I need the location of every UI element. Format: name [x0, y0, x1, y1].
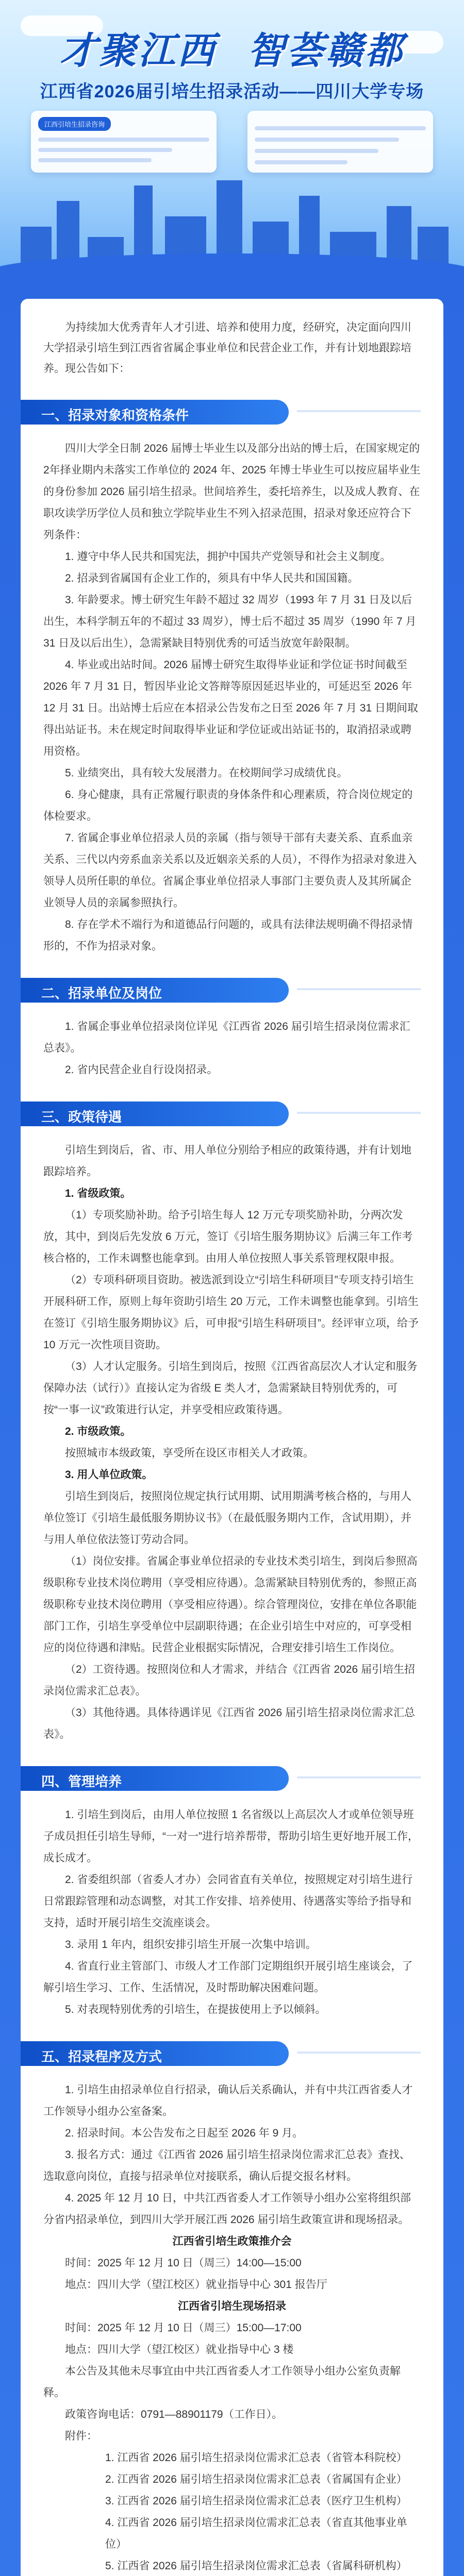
info-card-right — [247, 111, 433, 173]
paragraph: 3. 录用 1 年内，组织安排引培生开展一次集中培训。 — [65, 1939, 317, 1951]
subheading: 3. 用人单位政策。 — [65, 1469, 153, 1481]
section-header — [21, 2039, 443, 2068]
paragraph: 1. 省属企事业单位招录岗位详见《江西省 2026 届引培生招录岗位需求汇总表》。 — [43, 1021, 410, 1054]
section-title: 一、招录对象和资格条件 — [41, 408, 189, 423]
intro — [43, 317, 421, 379]
paragraph: 地点：四川大学（望江校区）就业指导中心 301 报告厅 — [65, 2279, 327, 2291]
subheading: 2. 市级政策。 — [65, 1426, 131, 1437]
paragraph: 2. 招录到省属国有企业工作的，须具有中华人民共和国国籍。 — [65, 572, 359, 584]
paragraph: （3）人才认定服务。引培生到岗后，按照《江西省高层次人才认定和服务保障办法（试行）》直接认定为省级 E 类人才，急需紧缺目特别优秀的，可按“一事一议”政策进行认定，并享受相应政策待遇。 — [43, 1361, 418, 1416]
paragraph: 5. 江西省 2026 届引培生招录岗位需求汇总表（省属科研机构） — [105, 2560, 407, 2572]
subheading: 江西省引培生现场招录 — [178, 2300, 286, 2312]
paragraph: 5. 业绩突出，具有较大发展潜力。在校期间学习成绩优良。 — [65, 767, 348, 779]
paragraph: 四川大学全日制 2026 届博士毕业生以及部分出站的博士后，在国家规定的2年择业期内未落实工作单位的 2024 年、2025 年博士毕业生可以按应届毕业生的身份参加 2026 届引培生招录。世间培养生，委托培养生，以及成人教育、在职攻读学历学位人员和独立学院毕业生不列入招录范围，招录对象还应符合下列条件： — [43, 443, 421, 541]
paragraph: 2. 江西省 2026 届引培生招录岗位需求汇总表（省属国有企业） — [105, 2473, 407, 2485]
subheading: 1. 省级政策。 — [65, 1188, 131, 1199]
info-line — [255, 160, 347, 164]
info-line — [38, 158, 152, 162]
paragraph: （2）工资待遇。按照岗位和人才需求，并结合《江西省 2026 届引培生招录岗位需求汇总表》。 — [43, 1664, 416, 1697]
paragraph: 1. 江西省 2026 届引培生招录岗位需求汇总表（省管本科院校） — [105, 2452, 407, 2464]
paragraph: （2）专项科研项目资助。被选派到设立“引培生科研项目”专项支持引培生开展科研工作，原则上每年资助引培生 20 万元，工作未调整也能拿到。引培生在签订《引培生服务期协议》后，可申报“引培生科研项目”。经评审立项，给予 10 万元一次性项目资助。 — [43, 1274, 419, 1351]
paragraph: 附件： — [65, 2430, 97, 2442]
intro-text: 为持续加大优秀青年人才引进、培养和使用力度，经研究，决定面向四川大学招录引培生到江西省省属企事业单位和民营企业工作，并有计划地跟踪培养。现公告如下： — [43, 321, 411, 375]
paragraph: 时间：2025 年 12 月 10 日（周三）15:00—17:00 — [65, 2322, 302, 2334]
info-line — [255, 138, 399, 142]
paragraph: 3. 年龄要求。博士研究生年龄不超过 32 周岁（1993 年 7 月 31 日及以后出生，本科学制五年的不超过 33 周岁），博士后不超过 35 周岁（1990 年 7 月 31 日及以后出生），急需紧缺目特别优秀的可适当放宽年龄限制。 — [43, 594, 417, 649]
section — [43, 1764, 421, 2021]
paragraph: （3）其他待遇。具体待遇详见《江西省 2026 届引培生招录岗位需求汇总表》。 — [43, 1707, 416, 1740]
paragraph: （1）专项奖励补助。给予引培生每人 12 万元专项奖励补助，分两次发放，其中，到岗后先发放 6 万元，签订《引培生服务期协议》后满三年工作考核合格的，工作未调整也能拿到。由用人单位按照人事关系管理权限申报。 — [43, 1209, 413, 1264]
section-header-line — [297, 1776, 421, 1778]
paragraph: 时间：2025 年 12 月 10 日（周三）14:00—15:00 — [65, 2257, 302, 2269]
paragraph: 4. 毕业或出站时间。2026 届博士研究生取得毕业证和学位证书时间截至 2026 年 7 月 31 日，暂因毕业论文答辩等原因延迟毕业的，可延迟至 2026 年 12 月 31 日。出站博士后应在本招录公告发布之日至 2026 年 7 月 31 日期间取得出站证书。未在规定时间取得毕业证和学位证或出站证书的，取消招录或聘用资格。 — [43, 659, 418, 757]
paragraph: 本公告及其他未尽事宜由中共江西省委人才工作领导小组办公室负责解释。 — [43, 2365, 401, 2399]
paragraph: 6. 身心健康，具有正常履行职责的身体条件和心理素质，符合岗位规定的体检要求。 — [43, 789, 413, 822]
city-skyline — [0, 170, 464, 289]
paragraph: 1. 遵守中华人民共和国宪法，拥护中国共产党领导和社会主义制度。 — [65, 551, 391, 563]
section-header-line — [297, 988, 421, 990]
info-line — [38, 148, 172, 152]
subheading: 江西省引培生政策推介会 — [172, 2235, 292, 2247]
info-card-left — [31, 111, 217, 173]
paragraph: 1. 引培生到岗后，由用人单位按照 1 名省级以上高层次人才或单位领导班子成员担任引培生导师，“一对一”进行培养帮带，帮助引培生更好地开展工作，成长成才。 — [43, 1809, 419, 1864]
paragraph: 按照城市本级政策，享受所在设区市相关人才政策。 — [65, 1447, 314, 1459]
wave-decoration — [0, 253, 464, 289]
sections — [43, 398, 421, 2576]
paragraph: 8. 存在学术不端行为和道德品行问题的，或具有法律法规明确不得招录情形的，不作为招录对象。 — [43, 919, 413, 952]
section-header-line — [297, 1112, 421, 1114]
info-line — [255, 126, 426, 130]
section-header-line — [297, 2052, 421, 2054]
paragraph: 引培生到岗后，省、市、用人单位分别给予相应的政策待遇，并有计划地跟踪培养。 — [43, 1144, 411, 1178]
section-header-line — [297, 410, 421, 412]
paragraph: 3. 报名方式：通过《江西省 2026 届引培生招录岗位需求汇总表》查找、选取意向岗位，直接与招录单位对接联系，确认后提交报名材料。 — [43, 2149, 410, 2182]
info-card-tag: 江西引培生招录咨询 — [38, 117, 111, 131]
paragraph: 地点：四川大学（望江校区）就业指导中心 3 楼 — [65, 2344, 294, 2355]
section-title: 三、政策待遇 — [41, 1109, 122, 1125]
paragraph: （1）岗位安排。省属企事业单位招录的专业技术类引培生，到岗后参照高级职称专业技术岗位聘用（享受相应待遇）。急需紧缺目特别优秀的，参照正高级职称专业技术岗位聘用（享受相应待遇）。综合管理岗位，安排在单位各职能部门工作，引培生享受单位中层副职待遇；在企业引培生中对应的，可享受相应的岗位待遇和津贴。民营企业根据实际情况，合理安排引培生工作岗位。 — [43, 1555, 418, 1654]
section-header — [21, 398, 443, 427]
section-header — [21, 1099, 443, 1128]
section — [43, 1099, 421, 1745]
paragraph: 5. 对表现特别优秀的引培生，在提拔使用上予以倾斜。 — [65, 2004, 326, 2015]
paragraph: 2. 招录时间。本公告发布之日起至 2026 年 9 月。 — [65, 2127, 304, 2139]
section-title: 二、招录单位及岗位 — [41, 986, 162, 1001]
paragraph: 4. 省直行业主管部门、市级人才工作部门定期组织开展引培生座谈会，了解引培生学习、工作、生活情况，及时帮助解决困难问题。 — [43, 1960, 413, 1994]
paragraph: 2. 省内民营企业自行设岗招录。 — [65, 1064, 218, 1076]
paragraph: 4. 江西省 2026 届引培生招录岗位需求汇总表（省直其他事业单位） — [105, 2517, 407, 2550]
announcement-content — [21, 299, 443, 2576]
paragraph: 政策咨询电话：0791—88901179（工作日）。 — [65, 2409, 283, 2420]
paragraph: 2. 省委组织部（省委人才办）会同省直有关单位，按照规定对引培生进行日常跟踪管理和动态调整，对其工作安排、培养使用、待遇落实等给予指导和支持，适时开展引培生交流座谈会。 — [43, 1874, 413, 1929]
paragraph: 引培生到岗后，按照岗位规定执行试用期、试用期满考核合格的，与用人单位签订《引培生最低服务期协议书》（在最低服务期内工作，含试用期），并与用人单位依法签订劳动合同。 — [43, 1490, 411, 1546]
section-header — [21, 976, 443, 1005]
hero-title: 江西省2026届引培生招录活动——四川大学专场 — [40, 82, 424, 101]
section — [43, 976, 421, 1081]
hero-banner — [0, 0, 464, 289]
brand-left: 才聚江西 — [59, 28, 217, 72]
paragraph: 1. 引培生由招录单位自行招录，确认后关系确认，并有中共江西省委人才工作领导小组办公室备案。 — [43, 2084, 413, 2117]
brand-slogan — [0, 21, 464, 74]
paragraph: 7. 省属企事业单位招录人员的亲属（指与领导干部有夫妻关系、直系血亲关系、三代以内旁系血亲关系以及近姻亲关系的人员），不得作为招录对象进入领导人员所任职的单位。省属企事业单位招录人事部门主要负责人及其所属企业领导人员的亲属参照执行。 — [43, 832, 417, 909]
section-title: 四、管理培养 — [41, 1774, 122, 1789]
section-header — [21, 1764, 443, 1793]
info-line — [255, 149, 378, 153]
section — [43, 398, 421, 957]
paragraph: 4. 2025 年 12 月 10 日，中共江西省委人才工作领导小组办公室将组织部分省内招录单位，到四川大学开展江西 2026 届引培生政策宣讲和现场招录。 — [43, 2192, 411, 2226]
paragraph: 3. 江西省 2026 届引培生招录岗位需求汇总表（医疗卫生机构） — [105, 2495, 407, 2507]
section-title: 五、招录程序及方式 — [41, 2049, 162, 2064]
brand-right: 智荟赣都 — [247, 28, 405, 72]
info-line — [38, 138, 209, 142]
section — [43, 2039, 421, 2576]
